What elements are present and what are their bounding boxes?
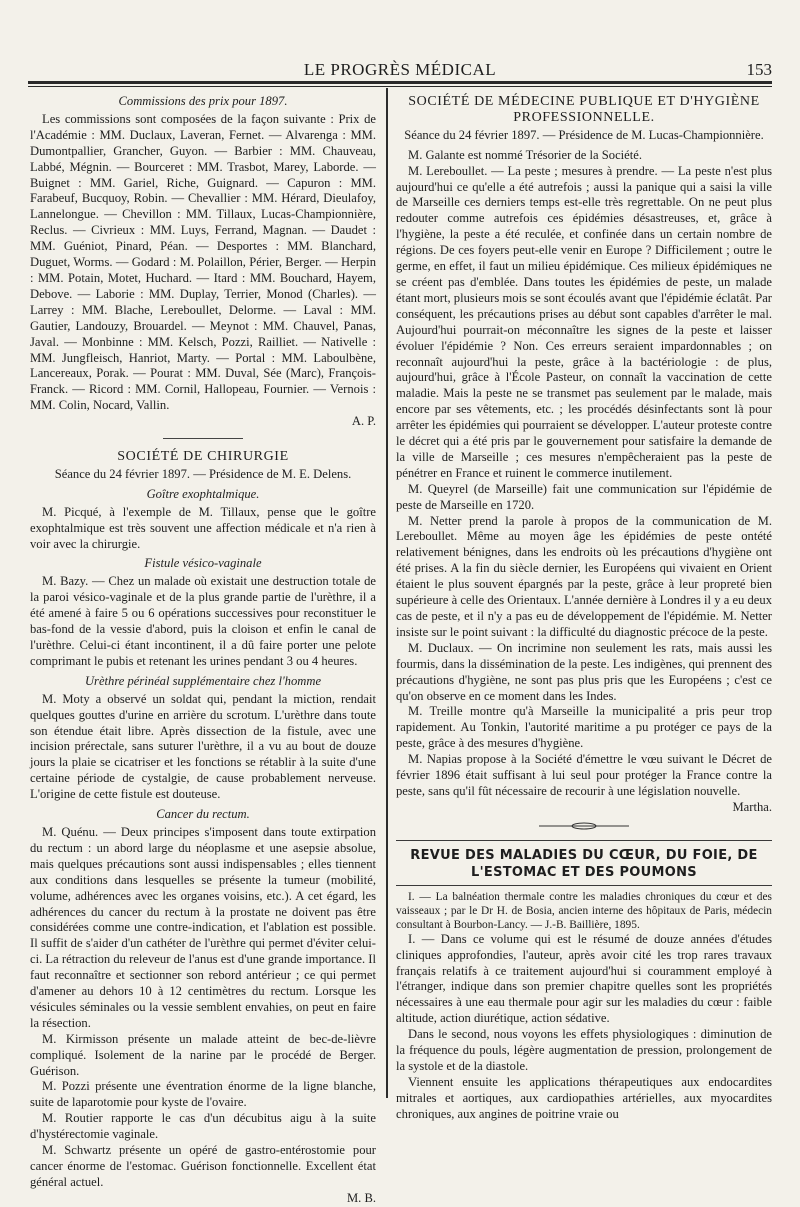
- page-header: [28, 58, 772, 80]
- surgery-session: Séance du 24 février 1897. — Présidence de M. E. Delens.: [54, 466, 352, 481]
- commissions-body: Les commissions sont composées de la façon suivante : Prix de l'Académie : MM. Duclaux, Laveran, Fernet. — Alvarenga : MM. Dumontpallier, Grancher, Guyon. — Barbier : MM. Chauveau, Labbé, Mégnin. — Bourceret : MM. Trasbot, Marey, Laborde. — Buignet : MM. Gariel, Riche, Guignard. — Capuron : MM. Farabeuf, Bucquoy, Robin. — Chevallier : MM. Hérard, Dieulafoy, Lannelongue. — Chevillon : MM. Tillaux, Lucas-Championnière, Reclus. — Civrieux : MM. Luys, Ferrand, Magnan. — Daudet : MM. Guéniot, Pinard, Péan. — Desportes : MM. Blanchard, Duguet, Worms. — Godard : M. Polaillon, Périer, Berger. — Herpin : MM. Potain, Motet, Huchard. — Itard : MM. Bouchard, Hayem, Debove. — Laborie : MM. Duplay, Terrier, Monod (Charles). — Larrey : MM. Blache, Lereboullet, Delorme. — Laval : MM. Gautier, Landouzy, Brouardel. — Meynot : MM. Chauvel, Panas, Javal. — Monbinne : MM. Kelsch, Pozzi, Railliet. — Nativelle : MM. Jungfleisch, Hanriot, Marty. — Portal : MM. Laboulbène, Lancereaux, Porak. — Pourat : MM. Duval, Sée (Marc), François-Franck. — Ricord : MM. Cornil, Hallopeau, Fournier. — Vernois : MM. Colin, Nocard, Vallin.: [30, 111, 376, 413]
- routier-text: M. Routier rapporte le cas d'un décubitus aigu à la suite d'hystérectomie vaginale.: [30, 1111, 376, 1142]
- review-item-heading: I. — La balnéation thermale contre les maladies chroniques du cœur et des vaisseaux ; par le Dr H. de Bosia, ancien interne des hôpitaux de Paris, médecin consultant à Bourbon-Lancy. — J.-B. Baillière, 1895.: [396, 890, 772, 931]
- column-divider: [386, 88, 388, 1098]
- right-column: [396, 94, 772, 1123]
- review-title: REVUE DES MALADIES DU CŒUR, DU FOIE, DE L'ESTOMAC ET DES POUMONS: [410, 847, 758, 880]
- galante-text: M. Galante est nommé Trésorier de la Société.: [408, 147, 642, 162]
- page-number: 153: [746, 60, 772, 79]
- commissions-title: Commissions des prix pour 1897.: [118, 94, 288, 108]
- review-paragraph-1: I. — Dans ce volume qui est le résumé de douze années d'études cliniques approfondies, l'auteur, après avoir cité les trop rares travaux français relatifs à ce traitement aujourd'hui si couramment employé à l'étranger, indique dans son premier chapitre quelles sont les propriétés nécessaires à une eau thermale pour agir sur les maladies du cœur : faible altitude, action diurétique, action sédative.: [396, 931, 772, 1026]
- napias-text: M. Napias propose à la Société d'émettre le vœu suivant le Décret de février 1896 était suffisant à lui seul pour protéger la France contre la peste, sans qu'il fût nécessaire de recourir à une législation nouvelle.: [396, 752, 772, 798]
- kirmisson-text: M. Kirmisson présente un malade atteint de bec-de-lièvre compliqué. Isolement de la narine par le procédé de Berger. Guérison.: [30, 1031, 376, 1078]
- napias-signature: Martha.: [732, 799, 772, 814]
- lereboullet-text: M. Lereboullet. — La peste ; mesures à prendre. — La peste n'est plus aujourd'hui ce qu'elle a été autrefois ; aussi la panique qui a saisi la ville de Marseille ces derniers temps est-elle très regrettable. On ne peut plus redouter comme autrefois ces épidémies désastreuses, et, grâce à l'hygiène, la peste a été reculée, et confinée dans un certain nombre de régions. De ces foyers peut-elle venir en Europe ? Difficilement ; outre le germe, en effet, il faut un milieu épidémique. Ces milieux épidémiques ne se créent pas d'emblée. Dans toutes les épidémies de peste, un malade étant mort, plusieurs mois se sont écoulés avant que l'épidémie éclatât. Par conséquent, les précautions prises au début sont capables d'arrêter le mal. Aujourd'hui pourrait-on méconnaître les signes de la peste et laisser évoluer l'épidémie ? Non. Ces erreurs seraient impardonnables ; on reconnaît aujourd'hui la peste, grâce à la bactériologie : de plus, aujourd'hui, grâce à l'École Pasteur, on connaît la vaccination de cette maladie. Mais la peste ne se transmet pas seulement par le malade, mais encore par ses vêtements, etc. ; les procédés désinfectants sont là pour arrêter les épidémies qui pourraient se développer. L'auteur proteste contre le décret qui a été pris par le gouvernement pour satisfaire la demande de la ville de Marseille ; ces mesures n'empêcheraient pas la peste de pénétrer en France et ruinent le commerce inutilement.: [396, 163, 772, 480]
- pozzi-text: M. Pozzi présente une éventration énorme de la ligne blanche, suite de laparotomie pour kyste de l'ovaire.: [30, 1079, 376, 1110]
- review-rule-bottom: [396, 885, 772, 886]
- goitre-text: M. Picqué, à l'exemple de M. Tillaux, pense que le goître exophtalmique est très souvent une affection médicale et n'a rien à voir avec la chirurgie.: [30, 504, 376, 551]
- surgery-title: SOCIÉTÉ DE CHIRURGIE: [117, 449, 289, 465]
- duclaux-text: M. Duclaux. — On incrimine non seulement les rats, mais aussi les fourmis, dans la dissémination de la peste. Les indigènes, qui prennent des précautions d'hygiène, ne sont pas plus pris que les Européens ; c'est ce qu'on observe en ce moment dans les Indes.: [396, 640, 772, 703]
- treille-text: M. Treille montre qu'à Marseille la municipalité a pris peur trop rapidement. Au Tonkin, l'autorité maritime a pu protéger ce pays de la peste, grâce à des mesures d'hygiène.: [396, 704, 772, 751]
- ornament-icon: [539, 822, 629, 830]
- netter-text: M. Netter prend la parole à propos de la communication de M. Lereboullet. Même au moyen âge les épidémies de peste ontété relativement bénignes, dans les endroits où les précautions d'hygiène ont été prises. A la fin du siècle dernier, les Européens qui vivaient en Orient étaient le plus souvent épargnés par la peste, grâce à leur propreté bien supérieure à celle des Orientaux. L'année dernière à Londres il y a eu deux cas de peste, et il n'y a pas eu de développement de l'épidémie. M. Netter insiste sur le point suivant : la difficulté du diagnostic précoce de la peste.: [396, 513, 772, 639]
- schwartz-signature: M. B.: [346, 1190, 376, 1205]
- header-rule-thick: [28, 81, 772, 84]
- ornament-separator: [396, 820, 772, 836]
- urethre-title: Urèthre périnéal supplémentaire chez l'homme: [84, 673, 322, 688]
- society-session: Séance du 24 février 1897. — Présidence de M. Lucas-Championnière.: [404, 127, 764, 142]
- section-separator: [163, 438, 243, 439]
- fistule-title: Fistule vésico-vaginale: [144, 556, 262, 571]
- journal-title: LE PROGRÈS MÉDICAL: [303, 60, 497, 79]
- review-paragraph-2: Dans le second, nous voyons les effets physiologiques : diminution de la fréquence du pouls, légère augmentation de pression, prolongement de la systole et de la diastole.: [396, 1027, 772, 1073]
- header-rule-thin: [28, 86, 772, 87]
- goitre-title: Goître exophtalmique.: [146, 486, 260, 501]
- queyrel-text: M. Queyrel (de Marseille) fait une communication sur l'épidémie de peste de Marseille en 1720.: [396, 481, 772, 512]
- left-column: [30, 94, 376, 1207]
- cancer-text: M. Quénu. — Deux principes s'imposent dans toute extirpation du rectum : un abord large du néoplasme et une asepsie absolue, mais quelques précautions sont aussi indispensables ; elles tiennent aux conditions dans lesquelles se présente la tumeur (mobilité, volume, adhérences avec les organes voisins, etc.). A cet égard, les adhérences du cancer du rectum à la prostate ne doivent pas être considérées comme une contre-indication, et l'ablation est possible. Il suffit de s'aider d'un cathéter de l'urèthre qui permet d'éviter celui-ci. La rétraction du releveur de l'anus est d'une grande importance. Il faut reconnaître et sectionner son rebord antérieur ; ce qui permet d'amener au dehors 10 à 12 centimètres du rectum. Lorsque les vésicules séminales ou la vessie semblent envahies, on peut en faire la résection.: [30, 824, 376, 1030]
- commissions-signature: A. P.: [351, 414, 376, 429]
- society-title: SOCIÉTÉ DE MÉDECINE PUBLIQUE ET D'HYGIÈNE PROFESSIONNELLE.: [408, 94, 760, 125]
- schwartz-text: M. Schwartz présente un opéré de gastro-entérostomie pour cancer énorme de l'estomac. Guérison fonctionnelle. Excellent état général actuel.: [30, 1143, 376, 1189]
- review-paragraph-3: Viennent ensuite les applications thérapeutiques aux endocardites mitrales et aortiques, aux cardiopathies artérielles, aux myocardites chroniques, aux angines de poitrine vraie ou: [396, 1074, 772, 1121]
- cancer-title: Cancer du rectum.: [156, 807, 250, 822]
- urethre-text: M. Moty a observé un soldat qui, pendant la miction, rendait quelques gouttes d'urine en arrière du scrotum. L'urèthre dans toute son étendue était libre. Après dissection de la fistule, avec une incision prérectale, sans suturer l'urèthre, il a vu au bout de douze jours la plaie se cicatriser et les fonctions se rétablir à la suite d'une certaine période de cystalgie, de cause probablement nerveuse. L'origine de cette fistule est douteuse.: [30, 691, 376, 802]
- fistule-text: M. Bazy. — Chez un malade où existait une destruction totale de la paroi vésico-vaginale et de la plus grande partie de l'urèthre, il a été amené à faire 5 ou 6 opérations successives pour reconstituer le bas-fond de la vessie d'abord, puis la cloison et enfin le canal de l'urèthre. Celui-ci étant incontinent, il a dû faire porter une pelote comprimant le pubis et retenant les urines pendant 3 ou 4 heures.: [30, 574, 376, 668]
- review-rule: [396, 840, 772, 841]
